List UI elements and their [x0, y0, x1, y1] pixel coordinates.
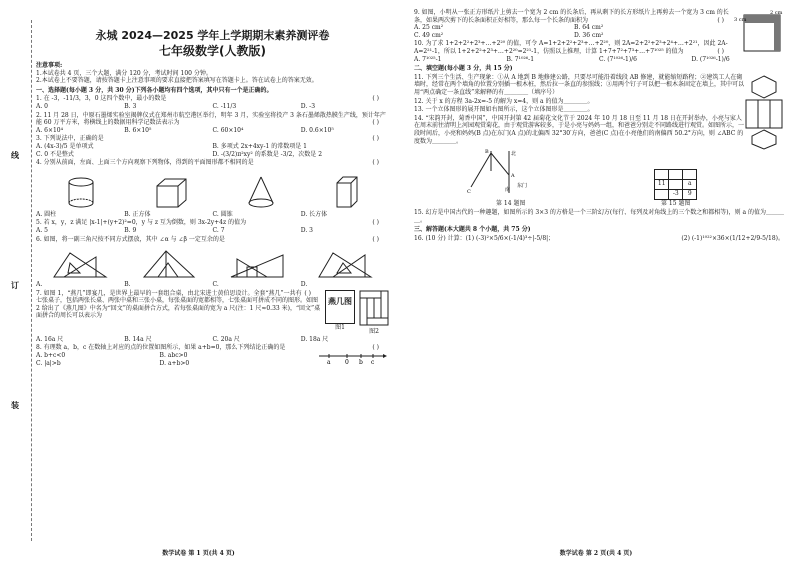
question-stem: 8. 有理数 a，b，c 在数轴上对应的点的位置如图所示，如果 a+b=0，那么下列结论正确的是	[36, 344, 286, 352]
paper-strip-figure	[734, 9, 784, 53]
option-c: C. 20a 尺	[212, 335, 240, 343]
figure-caption: 第 14 题图	[496, 199, 526, 207]
option-d: D. 0.6×10⁵	[300, 126, 334, 134]
question-10	[414, 40, 784, 63]
question-15: 15. 幻方是中国古代的一种趣题，如图所示的 3×3 的方格是一个三阶幻方(每行、每列及对角线上的三个数之和都相等)，则 a 的值为＿＿＿＿。	[414, 209, 785, 224]
section3-heading: 三、解答题(本大题共 8 个小题，共 75 分)	[414, 226, 531, 234]
option-b: B. 64 cm²	[574, 24, 604, 32]
right-page	[398, 0, 794, 561]
question-stem: 2. 11 月 28 日，中原石墨烯实验室揭牌仪式在郑州市航空港区举行，明年 3 月，实验室将投产 3 条石墨烯散热膜生产线，预计年产能 60 万平方米，将横线上的数据用科学记数法表示为	[36, 111, 386, 127]
option-b: B. abc>0	[159, 352, 188, 360]
answer-paren: ( )	[372, 219, 379, 227]
options	[36, 143, 389, 151]
magic-square-cell	[655, 169, 669, 179]
magic-square-cell: 9	[683, 189, 697, 199]
question-11	[414, 74, 784, 97]
set-square-option-b	[138, 249, 198, 279]
section2-heading: 二、填空题(每小题 3 分，共 15 分)	[414, 65, 513, 73]
answer-paren: ( )	[372, 95, 379, 103]
note-item: 1.本试卷共 4 页，三个大题，满分 120 分，考试时间 100 分钟。	[36, 69, 212, 77]
number-line-label: a	[327, 359, 331, 367]
option-a: A. 5	[36, 226, 48, 234]
option-d: D. a+b>0	[159, 359, 190, 367]
gutter-label: 订	[11, 280, 19, 290]
option-a: A.	[36, 281, 43, 289]
option-b: B. 6×10⁵	[124, 126, 152, 134]
option-d: D. 36 cm²	[574, 31, 604, 39]
point-b-label: B	[484, 149, 489, 156]
option-b: B. 3	[124, 102, 137, 110]
cone-figure	[246, 175, 276, 209]
option-c: C. -11/3	[212, 102, 237, 110]
set-square-option-c	[227, 249, 287, 279]
option-c: C.	[212, 281, 219, 289]
option-a: A. 16a 尺	[36, 335, 64, 343]
question-8	[36, 344, 389, 368]
figure-caption: 第 15 题图	[661, 199, 691, 207]
question-14: 14. “宋韵开封，菊香中国”，中国开封第 42 届菊花文化节于 2024 年 10 月 18 日至 11 月 18 日在开封举办，小亮与家人在周末前往清明上河园观赏菊花，由于观赏游客较多，于是小亮与妈妈一组，和爸爸分别走不同路线进行观赏。如图所示，一段时间后，小亮和妈妈(B 点)在东门(A 点)的北偏西 32°30′方向，爸爸(C 点)在小亮他们的南偏西 50.2°方向，则 ∠ABC 的度数为＿＿＿＿。	[414, 114, 745, 145]
answer-paren: ( )	[717, 47, 724, 55]
magic-square-cell	[683, 169, 697, 179]
option-a: A. b+c<0	[36, 352, 66, 360]
question-16-part1: 16. (10 分) 计算：(1) (-3)²×5/6×(-1/4)³÷|-5/8|；	[414, 235, 555, 243]
question-3	[36, 135, 389, 158]
notes-heading: 注意事项:	[36, 62, 63, 69]
east-gate-label: 东门	[516, 183, 527, 190]
gutter-label: 装	[11, 400, 19, 410]
answer-paren: ( )	[372, 135, 379, 143]
options	[36, 336, 389, 344]
options	[36, 127, 389, 135]
option-a: A. 6×10⁴	[36, 126, 64, 134]
yanji-title-image: 燕几图	[325, 290, 355, 324]
set-squares-figure	[36, 245, 389, 279]
option-b: B. 14a 尺	[124, 335, 152, 343]
answer-paren: ( )	[717, 16, 724, 24]
option-a: A. (4x-3)/5 是单项式	[36, 142, 94, 150]
south-label: 南	[504, 187, 510, 194]
point-c-label: C	[466, 189, 471, 196]
note-item: 2.本试卷上不要答题，请按答题卡上注意事项的要求直接把答案填写在答题卡上。答在试卷上的答案无效。	[36, 77, 318, 85]
magic-square-cell: a	[683, 179, 697, 189]
answer-paren: ( )	[372, 119, 379, 127]
figure-caption: 图1	[335, 323, 345, 331]
option-d: D. -(3/2)π²xy² 的系数是 -3/2，次数是 2	[212, 150, 323, 158]
page-footer: 数学试卷 第 2 页(共 4 页)	[559, 550, 633, 557]
option-b: B.	[124, 281, 131, 289]
magic-square-cell	[669, 179, 683, 189]
option-c: C. 49 cm²	[414, 31, 444, 39]
question-4	[36, 159, 389, 218]
options	[36, 103, 389, 111]
option-c: C. |a|>b	[36, 359, 61, 367]
magic-square-cell: 11	[655, 179, 669, 189]
point-a-label: A	[510, 173, 515, 180]
strip-width-label: 2 cm	[770, 10, 783, 16]
option-d: D.	[300, 281, 308, 289]
question-stem: 6. 如图，将一副三角尺按不同方式摆放，其中 ∠α 与 ∠β 一定互余的是	[36, 235, 225, 243]
prism-net-figure	[744, 74, 784, 150]
options	[36, 211, 389, 219]
question-7	[36, 290, 389, 344]
answer-paren: ( )	[372, 159, 379, 167]
compass-direction-diagram	[461, 147, 561, 197]
option-b: B. 9	[124, 226, 137, 234]
answer-paren: ( )	[372, 344, 379, 352]
gutter-label: 线	[11, 150, 19, 160]
option-b: B. 多项式 2x+4xy-1 的常数项是 1	[212, 142, 307, 150]
options	[414, 24, 734, 32]
options	[36, 151, 389, 159]
number-line-label: b	[359, 359, 363, 367]
binding-gutter	[6, 20, 32, 541]
option-b: B. 7¹⁰²⁶-1	[506, 55, 535, 63]
huiwen-layout-diagram	[359, 290, 389, 326]
question-stem: 11. 下列三个生活、生产现象：①从 A 地到 B 地修建公路，只要尽可能沿着线段 AB 修建，就能缩短路程；②建筑工人在砌墙时，经常在两个墙角的位置分别插一根木桩，然后拉一条直的参照线；③用两个钉子可以把一根木条固定在墙上，其中可以用“两点确定一条直线”来解释的有＿＿＿＿（填序号）	[414, 73, 745, 96]
cube-figure	[155, 177, 187, 209]
question-stem: 7. 如图 1，“燕几”即宴几，是世界上最早的一套组合桌，由北宋进士黄伯思设计。全套“燕几”一共有七张桌子，包括两张长桌、两张中桌和三张小桌，每张桌面的宽都相等，七张桌面可拼成不同的图形。如图 2 给出了《燕几图》中名为“回文”的桌面拼合方式，若每张桌面的宽为 a 尺(注：1 尺≈0.33 米)，“回文”桌面拼合的周长可以表示为	[36, 289, 321, 320]
cylinder-figure	[66, 177, 96, 209]
question-1	[36, 95, 389, 110]
number-line-diagram	[317, 352, 387, 366]
option-a: A. 7¹⁰²⁵-1	[414, 55, 442, 63]
option-d: D. 18a 尺	[300, 335, 329, 343]
answer-paren: ( )	[372, 235, 379, 243]
yanji-figure	[325, 290, 389, 336]
question-stem: 4. 分别从前面，左面、上面三个方向观察下列物体，得到的平面图形都不相同的是	[36, 159, 254, 167]
magic-square-cell	[669, 169, 683, 179]
option-d: D. 长方体	[300, 210, 328, 218]
answer-paren: ( )	[304, 289, 311, 297]
exam-subtitle: 七年级数学(人教版)	[159, 44, 266, 58]
magic-square-cell: -3	[669, 189, 683, 199]
question-stem: 3. 下列说法中，正确的是	[36, 135, 104, 143]
option-d: D. (7¹⁰²⁶-1)/6	[691, 55, 730, 63]
option-c: C. 0 不是整式	[36, 150, 74, 158]
question-stem: 10. 为了求 1+2+2²+2³+…+2²⁰ 的值，可令 A=1+2+2²+2³+…+2²⁰，则 2A=2+2²+2³+2⁴+…+2²¹，因此 2A-A=2²¹-1，所以 1+2+2²+2³+…+2²⁰=2²¹-1，仿照以上推理，计算 1+7+7²+7³+…+7¹⁰²⁵ 的值为	[414, 40, 728, 55]
number-line-label: 0	[345, 359, 349, 367]
set-square-option-d	[315, 249, 375, 279]
figure-caption: 图2	[369, 328, 379, 336]
question-stem: 9. 如图，小明从一张正方形纸片上剪去一个宽为 2 cm 的长条后，再从剩下的长方形纸片上再剪去一个宽为 3 cm 的长条，如果两次剪下的长条面积正好相等，那么每一个长条的面积为	[414, 9, 729, 24]
question-13: 13. 一个立体图形的展开图如右图所示，这个立体图形是＿＿＿＿。	[414, 106, 594, 114]
option-d: D. 3	[300, 226, 313, 234]
right-content	[414, 8, 784, 547]
option-d: D. -3	[300, 102, 316, 110]
question-9	[414, 9, 784, 39]
option-b: B. 正方体	[124, 210, 151, 218]
option-c: C. 60×10⁴	[212, 126, 244, 134]
option-a: A. 25 cm²	[414, 24, 444, 32]
solids-figure	[36, 169, 389, 209]
strip-width-label: 3 cm	[734, 17, 747, 23]
magic-square-cell	[655, 189, 669, 199]
option-a: A. 0	[36, 102, 48, 110]
options	[414, 56, 784, 64]
question-6	[36, 236, 389, 289]
exam-title: 永城 2024—2025 学年上学期期末素养测评卷	[95, 29, 330, 42]
options	[414, 32, 734, 40]
set-square-option-a	[50, 249, 110, 279]
option-c: C. 7	[212, 226, 225, 234]
section1-heading: 一、选择题(每小题 3 分，共 30 分)下列各小题均有四个选项，其中只有一个是正确的。	[36, 86, 273, 94]
options	[36, 281, 389, 289]
north-label: 北	[510, 151, 516, 158]
option-c: C. 圆锥	[212, 210, 233, 218]
options	[36, 227, 389, 235]
question-2	[36, 112, 389, 135]
question-16	[414, 235, 784, 243]
question-stem: 5. 若 x，y，z 满足 |x-1|+(y+2)²=0，y 与 z 互为倒数，则 3x-2y+4z 的值为	[36, 219, 247, 227]
question-12: 12. 关于 x 的方程 3a-2x=-5 的解为 x=4，则 a 的值为＿＿＿＿。	[414, 97, 594, 105]
question-5	[36, 219, 389, 234]
left-content	[36, 28, 389, 547]
question-stem: 1. 在 -3，-11/3，3，0 这四个数中，最小的数是	[36, 95, 167, 103]
magic-square-grid	[654, 169, 697, 200]
number-line-label: c	[371, 359, 375, 367]
cuboid-figure	[335, 175, 359, 209]
figures-14-15	[414, 147, 744, 207]
page-footer: 数学试卷 第 1 页(共 4 页)	[162, 550, 235, 557]
option-c: C. (7¹⁰²⁶-1)/6	[599, 55, 637, 63]
option-a: A. 圆柱	[36, 210, 57, 218]
question-16-part2: (2) (-1)¹⁰²²×36×(1/12+2/9-5/18)。	[681, 235, 784, 243]
